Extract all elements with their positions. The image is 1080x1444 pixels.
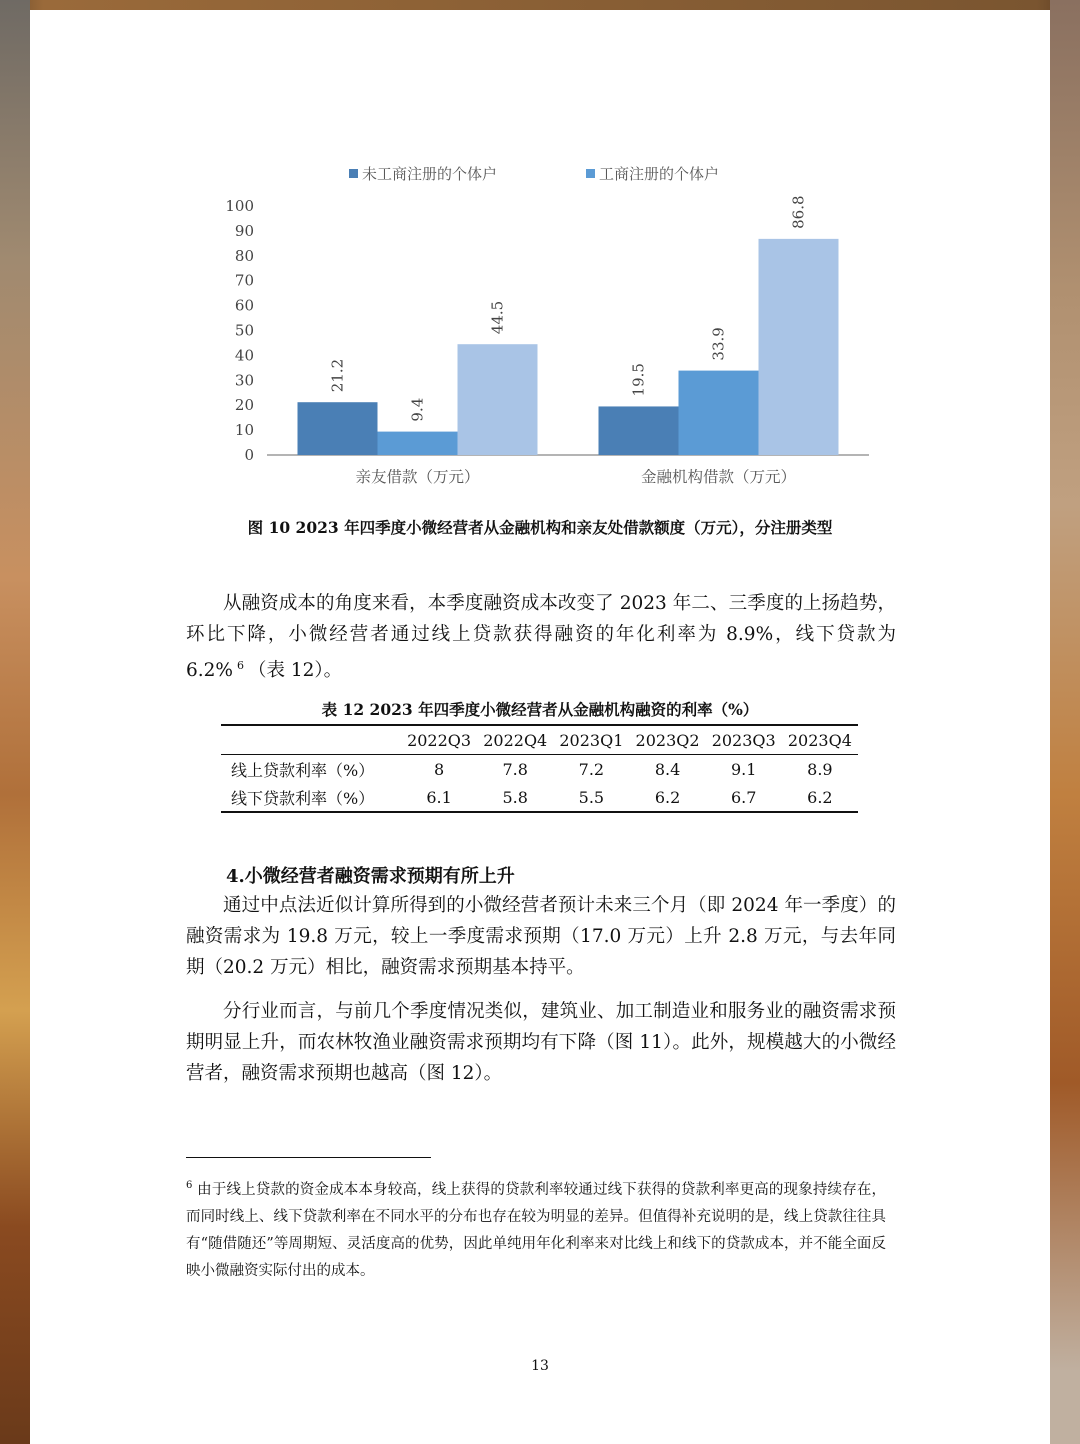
bar (458, 344, 538, 455)
table-header-cell: 2022Q4 (483, 730, 548, 750)
interest-rate-table (221, 724, 858, 813)
y-tick-label: 0 (244, 446, 254, 464)
paragraph-financing-cost (186, 588, 896, 686)
bar-value-label: 33.9 (709, 327, 728, 361)
table-row-label: 线下贷款利率（%） (231, 788, 375, 808)
table-cell: 7.2 (578, 759, 605, 779)
paragraph-tail: （表 12）。 (248, 660, 343, 682)
footnote-divider (186, 1157, 431, 1158)
figure-caption: 图 10 2023 年四季度小微经营者从金融机构和亲友处借款额度（万元），分注册类型 (247, 518, 833, 537)
page-number: 13 (531, 1358, 549, 1374)
table-cell: 6.7 (730, 787, 757, 807)
paragraph-demand-expectation (186, 890, 896, 983)
table-cell: 5.5 (578, 787, 605, 807)
table-header-cell: 2023Q1 (559, 730, 624, 750)
table-row (221, 783, 858, 812)
y-tick-label: 20 (234, 396, 254, 415)
bar (378, 432, 458, 455)
y-tick-label: 50 (234, 321, 254, 340)
table-cell: 8 (433, 759, 445, 779)
bar (599, 406, 679, 455)
bar-value-label: 21.2 (328, 358, 347, 393)
bar-value-label: 44.5 (488, 300, 507, 335)
bar (679, 371, 759, 455)
bar (759, 239, 839, 455)
paragraph-text: 通过中点法近似计算所得到的小微经营者预计未来三个月（即 2024 年一季度）的融资需求为 19.8 万元，较上一季度需求预期（17.0 万元）上升 2.8 万元，与去年同期（20.2 万元）相比，融资需求预期基本持平。 (186, 895, 896, 978)
y-tick-label: 30 (234, 371, 254, 390)
table-cell: 6.1 (426, 787, 452, 807)
legend-label-2: 工商注册的个体户 (599, 165, 720, 183)
y-tick-label: 10 (234, 421, 254, 440)
table-header-cell: 2023Q3 (711, 730, 776, 750)
paragraph-by-industry (186, 996, 896, 1089)
y-tick-label: 100 (225, 197, 254, 215)
x-category-label: 金融机构借款（万元） (640, 468, 797, 486)
paragraph-text: 从融资成本的角度来看，本季度融资成本改变了 2023 年二、三季度的上扬趋势，环比下降，小微经营者通过线上贷款获得融资的年化利率为 8.9%，线下贷款为 6.2% (186, 593, 896, 682)
table-cell: 8.4 (654, 759, 681, 779)
table-header-row (221, 725, 858, 755)
y-tick-label: 70 (234, 271, 254, 290)
table-caption: 表 12 2023 年四季度小微经营者从金融机构融资的利率（%） (321, 700, 759, 719)
table-row (221, 755, 858, 784)
y-tick-label: 80 (234, 246, 254, 265)
y-tick-label: 40 (234, 346, 254, 365)
table-header-cell: 2022Q3 (407, 730, 472, 750)
table-row-label: 线上贷款利率（%） (231, 760, 375, 780)
table-cell: 9.1 (730, 759, 757, 779)
legend-label-1: 未工商注册的个体户 (362, 165, 498, 183)
bar (298, 402, 378, 455)
bar-value-label: 19.5 (629, 363, 648, 397)
footnote-text: 由于线上贷款的资金成本本身较高，线上获得的贷款利率较通过线下获得的贷款利率更高的现象持续存在，而同时线上、线下贷款利率在不同水平的分布也存在较为明显的差异。但值得补充说明的是，线上贷款往往具有“随借随还”等周期短、灵活度高的优势，因此单纯用年化利率来对比线上和线下的贷款成本，并不能全面反映小微融资实际付出的成本。 (186, 1181, 887, 1279)
y-tick-label: 90 (234, 221, 254, 240)
section-heading: 4.小微经营者融资需求预期有所上升 (226, 866, 515, 887)
table-cell: 7.8 (502, 759, 528, 779)
table-header-cell: 2023Q2 (635, 730, 700, 750)
table-cell: 6.2 (654, 787, 681, 807)
bar-value-label: 9.4 (408, 397, 427, 422)
footnote-number: 6 (186, 1180, 193, 1191)
table-cell: 8.9 (807, 759, 833, 779)
table-header-cell: 2023Q4 (787, 730, 852, 750)
table-cell: 5.8 (502, 787, 528, 807)
table-cell: 6.2 (807, 787, 833, 807)
footnote (186, 1172, 886, 1285)
bar-value-label: 86.8 (789, 195, 808, 229)
footnote-ref: 6 (237, 659, 244, 672)
x-category-label: 亲友借款（万元） (355, 468, 480, 486)
paragraph-text: 分行业而言，与前几个季度情况类似，建筑业、加工制造业和服务业的融资需求预期明显上升，而农林牧渔业融资需求预期均有下降（图 11）。此外，规模越大的小微经营者，融资需求预期也越高（图 12）。 (186, 1001, 896, 1084)
bar-chart (0, 0, 1080, 500)
y-tick-label: 60 (234, 296, 254, 315)
table-header-cell (221, 725, 401, 755)
